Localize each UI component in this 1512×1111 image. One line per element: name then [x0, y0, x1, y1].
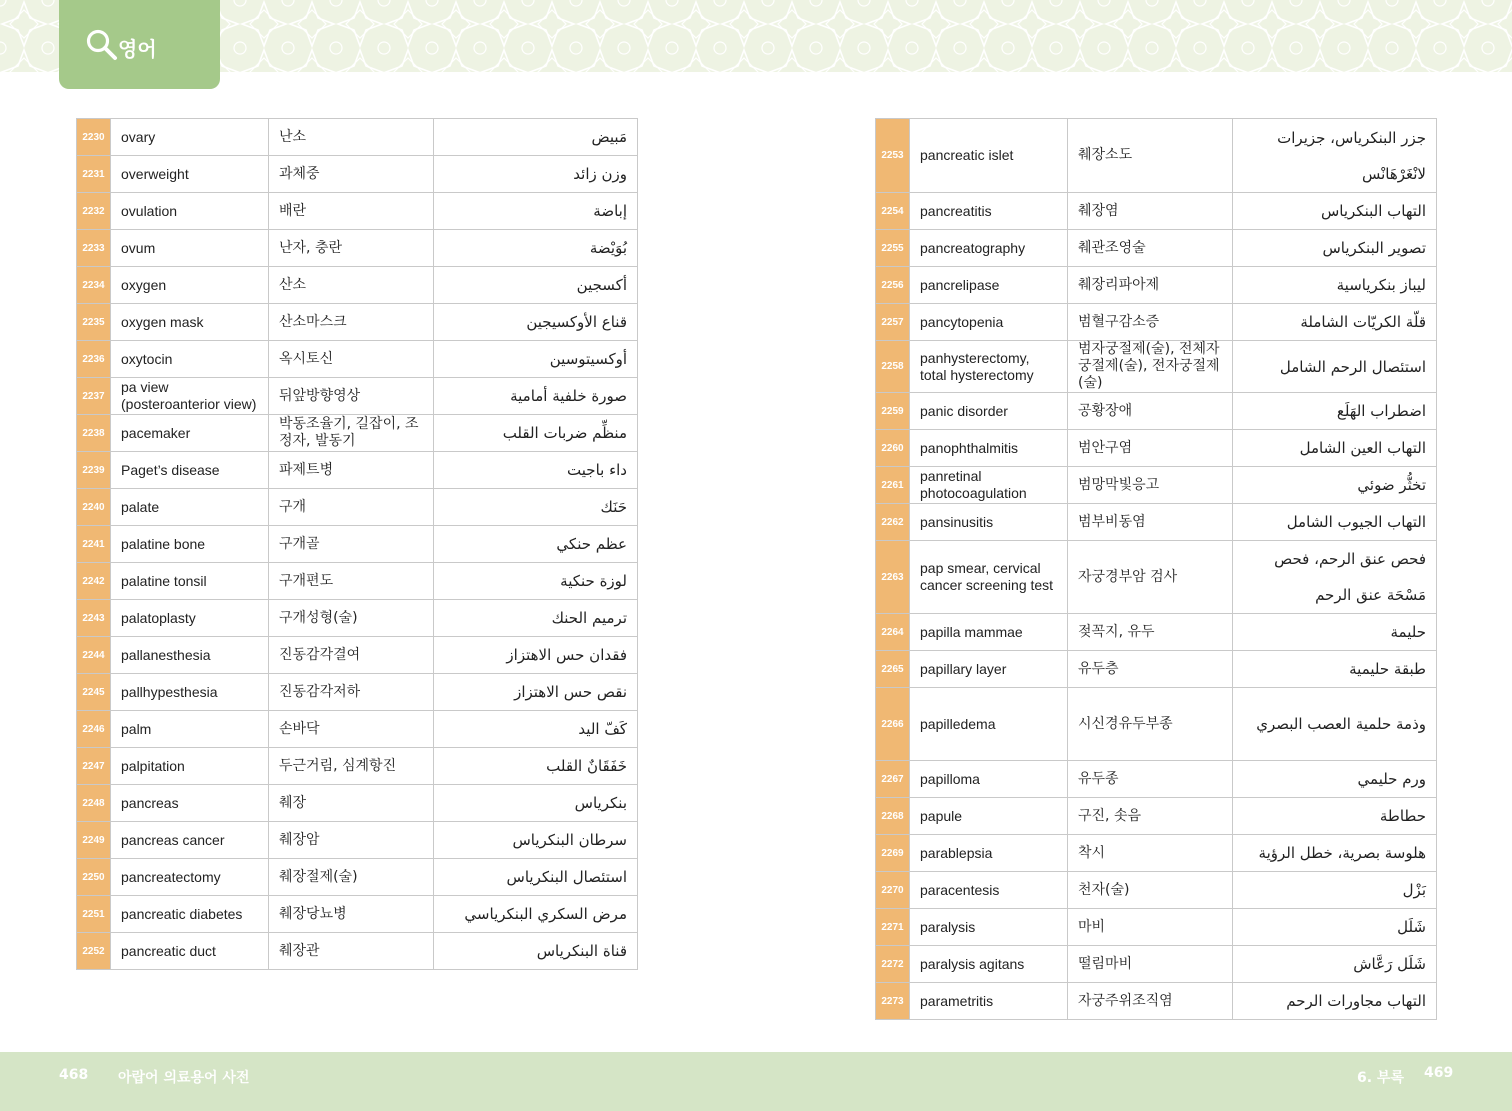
entry-number: 2254	[876, 193, 910, 230]
header-pattern	[0, 0, 1512, 72]
korean-term: 진동감각저하	[269, 674, 434, 711]
entry-number: 2256	[876, 267, 910, 304]
korean-term: 난자, 충란	[269, 230, 434, 267]
table-row	[876, 872, 1437, 909]
korean-term: 범자궁절제(술), 전체자궁절제(술), 전자궁절제(술)	[1068, 341, 1233, 393]
arabic-term: شَلَل رَعَّاش	[1233, 946, 1437, 983]
arabic-term: تصوير البنكرياس	[1233, 230, 1437, 267]
table-row	[77, 415, 638, 452]
entry-number: 2234	[77, 267, 111, 304]
english-term: pancreatic islet	[910, 119, 1068, 193]
table-row	[77, 267, 638, 304]
entry-number: 2243	[77, 600, 111, 637]
left-page-number: 468	[59, 1067, 89, 1083]
table-row	[876, 341, 1437, 393]
table-row	[876, 909, 1437, 946]
table-row	[77, 452, 638, 489]
korean-term: 손바닥	[269, 711, 434, 748]
table-row	[77, 563, 638, 600]
table-row	[876, 541, 1437, 614]
english-term: panophthalmitis	[910, 430, 1068, 467]
table-row	[876, 304, 1437, 341]
entry-number: 2248	[77, 785, 111, 822]
arabic-term: بَزْل	[1233, 872, 1437, 909]
korean-term: 두근거림, 심계항진	[269, 748, 434, 785]
arabic-term: شَلَل	[1233, 909, 1437, 946]
table-row	[876, 504, 1437, 541]
entry-number: 2263	[876, 541, 910, 614]
korean-term: 박동조율기, 길잡이, 조정자, 발동기	[269, 415, 434, 452]
english-term: pancreatic diabetes	[111, 896, 269, 933]
english-term: oxytocin	[111, 341, 269, 378]
arabic-term: نقص حس الاهتزاز	[434, 674, 638, 711]
entry-number: 2268	[876, 798, 910, 835]
arabic-term: قناة البنكرياس	[434, 933, 638, 970]
table-row	[876, 430, 1437, 467]
entry-number: 2249	[77, 822, 111, 859]
korean-term: 유두층	[1068, 651, 1233, 688]
korean-term: 췌장관	[269, 933, 434, 970]
entry-number: 2244	[77, 637, 111, 674]
entry-number: 2245	[77, 674, 111, 711]
table-row	[77, 230, 638, 267]
entry-number: 2259	[876, 393, 910, 430]
entry-number: 2272	[876, 946, 910, 983]
table-row	[77, 748, 638, 785]
english-term: pancreatitis	[910, 193, 1068, 230]
english-term: papule	[910, 798, 1068, 835]
english-term: ovary	[111, 119, 269, 156]
table-row	[77, 193, 638, 230]
table-row	[876, 119, 1437, 193]
english-term: palate	[111, 489, 269, 526]
entry-number: 2252	[77, 933, 111, 970]
english-term: pansinusitis	[910, 504, 1068, 541]
english-term: pancrelipase	[910, 267, 1068, 304]
entry-number: 2246	[77, 711, 111, 748]
table-row	[77, 785, 638, 822]
table-row	[77, 119, 638, 156]
english-term: oxygen mask	[111, 304, 269, 341]
english-term: Paget’s disease	[111, 452, 269, 489]
table-row	[77, 822, 638, 859]
english-term: pa view (posteroanterior view)	[111, 378, 269, 415]
english-term: pallhypesthesia	[111, 674, 269, 711]
korean-term: 공황장애	[1068, 393, 1233, 430]
table-row	[77, 711, 638, 748]
korean-term: 구개골	[269, 526, 434, 563]
entry-number: 2235	[77, 304, 111, 341]
entry-number: 2261	[876, 467, 910, 504]
table-row	[876, 651, 1437, 688]
arabic-term: سرطان البنكرياس	[434, 822, 638, 859]
english-term: panhysterectomy, total hysterectomy	[910, 341, 1068, 393]
entry-number: 2237	[77, 378, 111, 415]
korean-term: 과체중	[269, 156, 434, 193]
arabic-term: فقدان حس الاهتزاز	[434, 637, 638, 674]
korean-term: 췌관조영술	[1068, 230, 1233, 267]
korean-term: 자궁경부암 검사	[1068, 541, 1233, 614]
english-term: pancreatectomy	[111, 859, 269, 896]
arabic-term: حَنَك	[434, 489, 638, 526]
korean-term: 췌장소도	[1068, 119, 1233, 193]
korean-term: 구개성형(술)	[269, 600, 434, 637]
entry-number: 2260	[876, 430, 910, 467]
entry-number: 2257	[876, 304, 910, 341]
entry-number: 2233	[77, 230, 111, 267]
table-row	[876, 614, 1437, 651]
book-title: 아랍어 의료용어 사전	[118, 1070, 250, 1086]
korean-term: 췌장리파아제	[1068, 267, 1233, 304]
korean-term: 산소	[269, 267, 434, 304]
entry-number: 2264	[876, 614, 910, 651]
right-page-number: 469	[1424, 1065, 1454, 1081]
entry-number: 2266	[876, 688, 910, 761]
entry-number: 2238	[77, 415, 111, 452]
arabic-term: مرض السكري البنكرياسي	[434, 896, 638, 933]
korean-term: 진동감각결여	[269, 637, 434, 674]
arabic-term: عظم حنكي	[434, 526, 638, 563]
korean-term: 젖꼭지, 유두	[1068, 614, 1233, 651]
english-term: panretinal photocoagulation	[910, 467, 1068, 504]
section-name: 6. 부록	[1357, 1070, 1404, 1086]
table-row	[876, 798, 1437, 835]
korean-term: 췌장암	[269, 822, 434, 859]
arabic-term: وزن زائد	[434, 156, 638, 193]
korean-term: 배란	[269, 193, 434, 230]
korean-term: 범부비동염	[1068, 504, 1233, 541]
english-term: pancreatography	[910, 230, 1068, 267]
english-term: papilloma	[910, 761, 1068, 798]
entry-number: 2240	[77, 489, 111, 526]
entry-number: 2255	[876, 230, 910, 267]
arabic-term: بُوَيْضة	[434, 230, 638, 267]
table-row	[77, 304, 638, 341]
english-term: papilledema	[910, 688, 1068, 761]
table-row	[876, 761, 1437, 798]
table-row	[77, 637, 638, 674]
korean-term: 착시	[1068, 835, 1233, 872]
english-term: parablepsia	[910, 835, 1068, 872]
english-term: paralysis	[910, 909, 1068, 946]
arabic-term: قلّة الكريّات الشاملة	[1233, 304, 1437, 341]
table-row	[77, 526, 638, 563]
table-row	[77, 156, 638, 193]
english-term: palatine bone	[111, 526, 269, 563]
english-term: palm	[111, 711, 269, 748]
korean-term: 옥시토신	[269, 341, 434, 378]
table-row	[876, 835, 1437, 872]
table-row	[876, 688, 1437, 761]
english-term: pallanesthesia	[111, 637, 269, 674]
entry-number: 2231	[77, 156, 111, 193]
korean-term: 범혈구감소증	[1068, 304, 1233, 341]
korean-term: 구진, 솟음	[1068, 798, 1233, 835]
korean-term: 구개	[269, 489, 434, 526]
arabic-term: صورة خلفية أمامية	[434, 378, 638, 415]
english-term: panic disorder	[910, 393, 1068, 430]
entry-number: 2267	[876, 761, 910, 798]
korean-term: 췌장절제(술)	[269, 859, 434, 896]
english-term: palpitation	[111, 748, 269, 785]
arabic-term: أوكسيتوسين	[434, 341, 638, 378]
english-term: overweight	[111, 156, 269, 193]
arabic-term: بنكرياس	[434, 785, 638, 822]
table-row	[77, 378, 638, 415]
table-row	[77, 489, 638, 526]
korean-term: 떨림마비	[1068, 946, 1233, 983]
english-term: pancreas cancer	[111, 822, 269, 859]
entry-number: 2265	[876, 651, 910, 688]
entry-number: 2239	[77, 452, 111, 489]
entry-number: 2273	[876, 983, 910, 1020]
table-row	[77, 674, 638, 711]
arabic-term: فحص عنق الرحم، فحص مَسْحَة عنق الرحم	[1233, 541, 1437, 614]
arabic-term: تخثُّر ضوئي	[1233, 467, 1437, 504]
table-row	[876, 983, 1437, 1020]
arabic-term: ترميم الحنك	[434, 600, 638, 637]
search-icon	[85, 28, 119, 62]
entry-number: 2270	[876, 872, 910, 909]
korean-term: 산소마스크	[269, 304, 434, 341]
arabic-term: التهاب البنكرياس	[1233, 193, 1437, 230]
korean-term: 유두종	[1068, 761, 1233, 798]
arabic-term: لوزة حنكية	[434, 563, 638, 600]
english-term: pancreatic duct	[111, 933, 269, 970]
korean-term: 마비	[1068, 909, 1233, 946]
table-row	[77, 341, 638, 378]
arabic-term: داء باجيت	[434, 452, 638, 489]
english-term: papilla mammae	[910, 614, 1068, 651]
korean-term: 구개편도	[269, 563, 434, 600]
english-term: pancreas	[111, 785, 269, 822]
korean-term: 췌장염	[1068, 193, 1233, 230]
arabic-term: ورم حليمي	[1233, 761, 1437, 798]
section-title: 영어	[118, 37, 157, 61]
entry-number: 2242	[77, 563, 111, 600]
english-term: palatine tonsil	[111, 563, 269, 600]
arabic-term: أكسجين	[434, 267, 638, 304]
entry-number: 2269	[876, 835, 910, 872]
table-row	[876, 946, 1437, 983]
arabic-term: مَبيض	[434, 119, 638, 156]
english-term: oxygen	[111, 267, 269, 304]
english-term: pacemaker	[111, 415, 269, 452]
arabic-term: خَفَقَانٌ القلب	[434, 748, 638, 785]
english-term: paracentesis	[910, 872, 1068, 909]
english-term: paralysis agitans	[910, 946, 1068, 983]
entry-number: 2232	[77, 193, 111, 230]
arabic-term: استئصال الرحم الشامل	[1233, 341, 1437, 393]
table-row	[77, 600, 638, 637]
arabic-term: هلوسة بصرية، خطل الرؤية	[1233, 835, 1437, 872]
arabic-term: وذمة حلمية العصب البصري	[1233, 688, 1437, 761]
korean-term: 천자(술)	[1068, 872, 1233, 909]
english-term: papillary layer	[910, 651, 1068, 688]
table-row	[77, 933, 638, 970]
english-term: ovulation	[111, 193, 269, 230]
entry-number: 2271	[876, 909, 910, 946]
left-term-table	[76, 118, 638, 970]
table-row	[876, 267, 1437, 304]
korean-term: 범망막빛응고	[1068, 467, 1233, 504]
korean-term: 파제트병	[269, 452, 434, 489]
arabic-term: حطاطة	[1233, 798, 1437, 835]
table-row	[876, 393, 1437, 430]
arabic-term: التهاب الجيوب الشامل	[1233, 504, 1437, 541]
section-tab	[59, 0, 220, 89]
korean-term: 범안구염	[1068, 430, 1233, 467]
korean-term: 난소	[269, 119, 434, 156]
arabic-term: منظِّم ضربات القلب	[434, 415, 638, 452]
arabic-term: اضطراب الهَلَع	[1233, 393, 1437, 430]
english-term: pancytopenia	[910, 304, 1068, 341]
table-row	[77, 896, 638, 933]
entry-number: 2236	[77, 341, 111, 378]
arabic-term: ليباز بنكرياسية	[1233, 267, 1437, 304]
korean-term: 시신경유두부종	[1068, 688, 1233, 761]
arabic-term: التهاب مجاورات الرحم	[1233, 983, 1437, 1020]
arabic-term: جزر البنكرياس، جزيرات لانْغَرْهَانْس	[1233, 119, 1437, 193]
table-row	[876, 193, 1437, 230]
korean-term: 췌장당뇨병	[269, 896, 434, 933]
english-term: ovum	[111, 230, 269, 267]
english-term: parametritis	[910, 983, 1068, 1020]
arabic-term: قناع الأوكسيجين	[434, 304, 638, 341]
english-term: pap smear, cervical cancer screening test	[910, 541, 1068, 614]
korean-term: 췌장	[269, 785, 434, 822]
arabic-term: استئصال البنكرياس	[434, 859, 638, 896]
entry-number: 2262	[876, 504, 910, 541]
entry-number: 2258	[876, 341, 910, 393]
korean-term: 자궁주위조직염	[1068, 983, 1233, 1020]
table-row	[77, 859, 638, 896]
table-row	[876, 467, 1437, 504]
arabic-term: كَفّ اليد	[434, 711, 638, 748]
page-footer	[0, 1052, 1512, 1111]
english-term: palatoplasty	[111, 600, 269, 637]
table-row	[876, 230, 1437, 267]
entry-number: 2247	[77, 748, 111, 785]
entry-number: 2251	[77, 896, 111, 933]
arabic-term: إباضة	[434, 193, 638, 230]
korean-term: 뒤앞방향영상	[269, 378, 434, 415]
entry-number: 2230	[77, 119, 111, 156]
entry-number: 2241	[77, 526, 111, 563]
arabic-term: طبقة حليمية	[1233, 651, 1437, 688]
entry-number: 2253	[876, 119, 910, 193]
entry-number: 2250	[77, 859, 111, 896]
arabic-term: التهاب العين الشامل	[1233, 430, 1437, 467]
arabic-term: حليمة	[1233, 614, 1437, 651]
right-term-table	[875, 118, 1437, 1020]
